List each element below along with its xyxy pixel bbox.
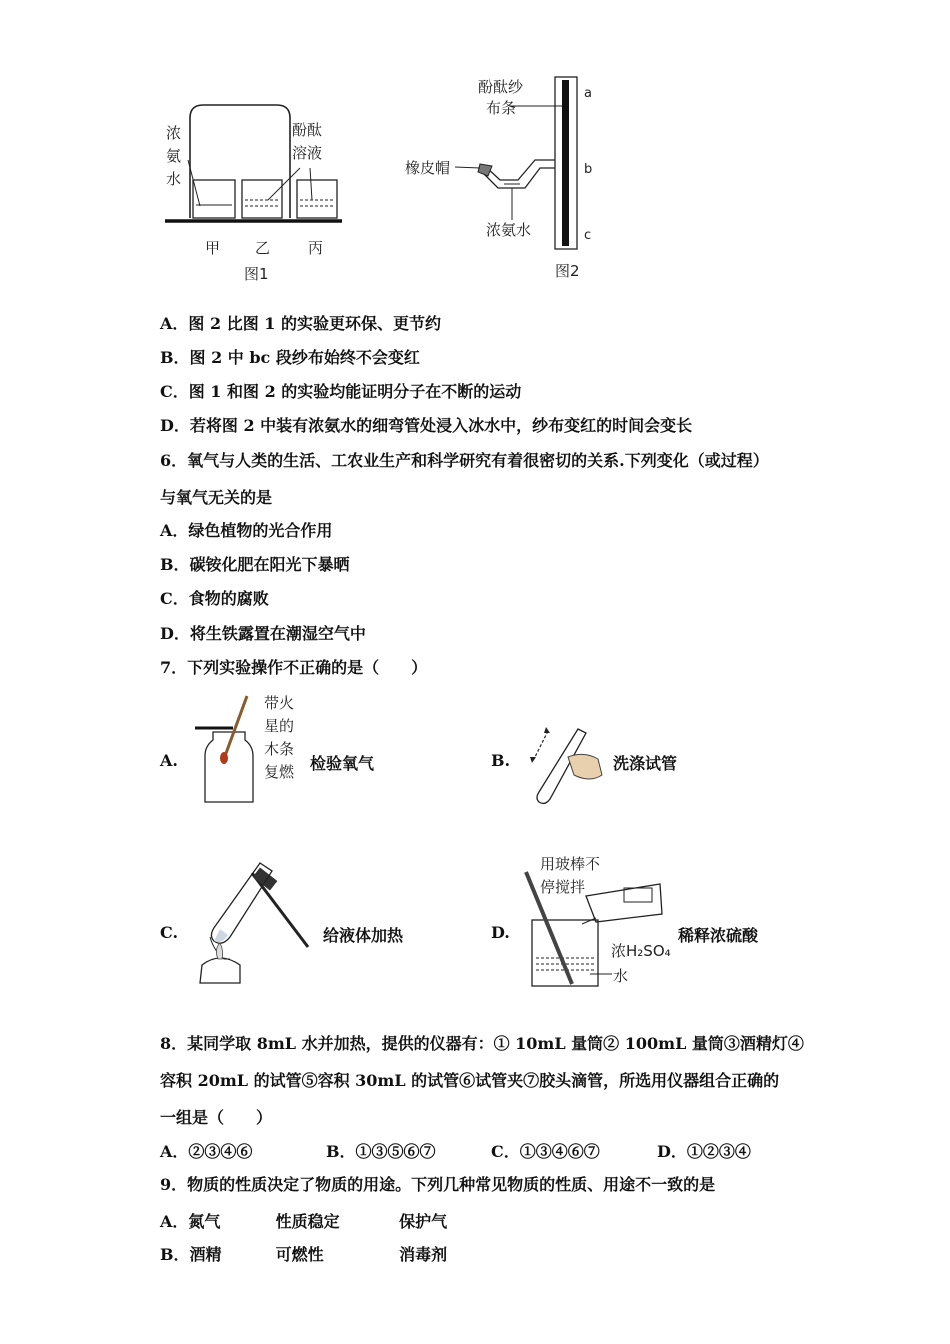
q7-option-c-image (190, 855, 320, 990)
q6-option-d: D．将生铁露置在潮湿空气中 (160, 624, 366, 643)
beaker-yi (242, 180, 282, 218)
q8-option-b: B．①③⑤⑥⑦ (326, 1142, 436, 1161)
q9-row-b-property: 可燃性 (275, 1245, 324, 1264)
fig1-ammonia-char3: 水 (166, 170, 182, 188)
q9-row-a-use: 保护气 (399, 1212, 448, 1231)
q8-stem-line3: 一组是（ ） (160, 1108, 273, 1127)
fig2-cap-label: 橡皮帽 (405, 159, 451, 177)
q6-option-a: A．绿色植物的光合作用 (160, 521, 333, 540)
q7-option-d-caption: 稀释浓硫酸 (678, 926, 759, 945)
fig1-ammonia-char2: 氨 (166, 147, 182, 165)
figure-1-caption: 图1 (244, 265, 269, 283)
q8-option-a: A．②③④⑥ (160, 1142, 253, 1161)
q7-option-a-letter: A. (160, 751, 178, 770)
q5-option-d: D．若将图 2 中装有浓氨水的细弯管处浸入冰水中，纱布变红的时间会变长 (160, 416, 693, 435)
q5-option-c: C．图 1 和图 2 的实验均能证明分子在不断的运动 (160, 382, 522, 401)
fig2-ammonia-label: 浓氨水 (486, 221, 532, 239)
beaker-bing (297, 180, 337, 218)
q7d-water-label: 水 (613, 967, 629, 985)
phenolphthalein-cloth-strip (562, 80, 569, 246)
q5-option-a: A．图 2 比图 1 的实验更环保、更节约 (160, 314, 441, 333)
q6-option-b: B．碳铵化肥在阳光下暴晒 (160, 555, 350, 574)
q9-stem: 9．物质的性质决定了物质的用途。下列几种常见物质的性质、用途不一致的是 (160, 1175, 716, 1194)
fig1-beaker-label-bing: 丙 (308, 239, 324, 257)
glowing-tip-icon (220, 752, 228, 764)
fig1-phenol-line1: 酚酞 (292, 121, 323, 139)
beaker-jia (193, 180, 235, 218)
q6-stem-line2: 与氧气无关的是 (160, 488, 273, 507)
q8-stem-line2: 容积 20mL 的试管⑤容积 30mL 的试管⑥试管夹⑦胶头滴管，所选用仪器组合正确的 (160, 1071, 780, 1090)
q9-row-a-name: A．氮气 (160, 1212, 221, 1231)
fig2-cloth-line2: 布条 (486, 99, 517, 117)
q9-row-b (160, 1242, 447, 1265)
q6-stem-line1: 6．氧气与人类的生活、工农业生产和科学研究有着很密切的关系.下列变化（或过程） (160, 451, 769, 470)
fig2-cloth-line1: 酚酞纱 (478, 78, 524, 96)
fig1-phenol-line2: 溶液 (292, 144, 323, 162)
q7a-img-text-1: 带火 (264, 694, 295, 712)
q7-option-c-letter: C. (160, 923, 179, 942)
q8-stem-line1: 8．某同学取 8mL 水并加热，提供的仪器有：① 10mL 量筒② 100mL 量筒③酒精灯④ (160, 1034, 804, 1053)
q7d-img-text-1: 用玻棒不 (540, 855, 601, 873)
q7d-img-text-2: 停搅拌 (540, 878, 586, 896)
fig1-beaker-label-jia: 甲 (205, 239, 221, 257)
figure-2-caption: 图2 (555, 262, 580, 280)
q7-option-a-caption: 检验氧气 (310, 754, 375, 773)
q9-row-b-name: B．酒精 (160, 1245, 222, 1264)
q9-row-b-use: 消毒剂 (399, 1245, 448, 1264)
q5-option-b: B．图 2 中 bc 段纱布始终不会变红 (160, 348, 420, 367)
q6-option-c: C．食物的腐败 (160, 589, 269, 608)
q7a-img-text-2: 星的 (264, 717, 295, 735)
fig2-mark-b: b (584, 162, 593, 177)
q9-row-a-property: 性质稳定 (275, 1212, 340, 1231)
beaker (532, 920, 598, 986)
q9-row-a (160, 1209, 447, 1232)
q7-option-b-letter: B. (491, 751, 511, 770)
q7-option-c-caption: 给液体加热 (323, 926, 404, 945)
q7d-acid-label: 浓H₂SO₄ (611, 942, 671, 960)
q7-stem: 7．下列实验操作不正确的是（ ） (160, 658, 428, 677)
q7a-img-text-4: 复燃 (264, 763, 295, 781)
q7-option-b-image (518, 723, 618, 808)
fig1-beaker-label-yi: 乙 (255, 239, 271, 257)
q8-option-c: C．①③④⑥⑦ (491, 1142, 600, 1161)
fig2-mark-a: a (584, 86, 592, 101)
q7a-img-text-3: 木条 (264, 740, 295, 758)
alcohol-lamp-icon (200, 958, 240, 983)
q8-option-d: D．①②③④ (657, 1142, 751, 1161)
fig1-ammonia-char1: 浓 (166, 124, 182, 142)
q7-option-d-letter: D. (491, 923, 510, 942)
fig2-mark-c: c (584, 228, 592, 243)
q7-option-b-caption: 洗涤试管 (613, 754, 678, 773)
